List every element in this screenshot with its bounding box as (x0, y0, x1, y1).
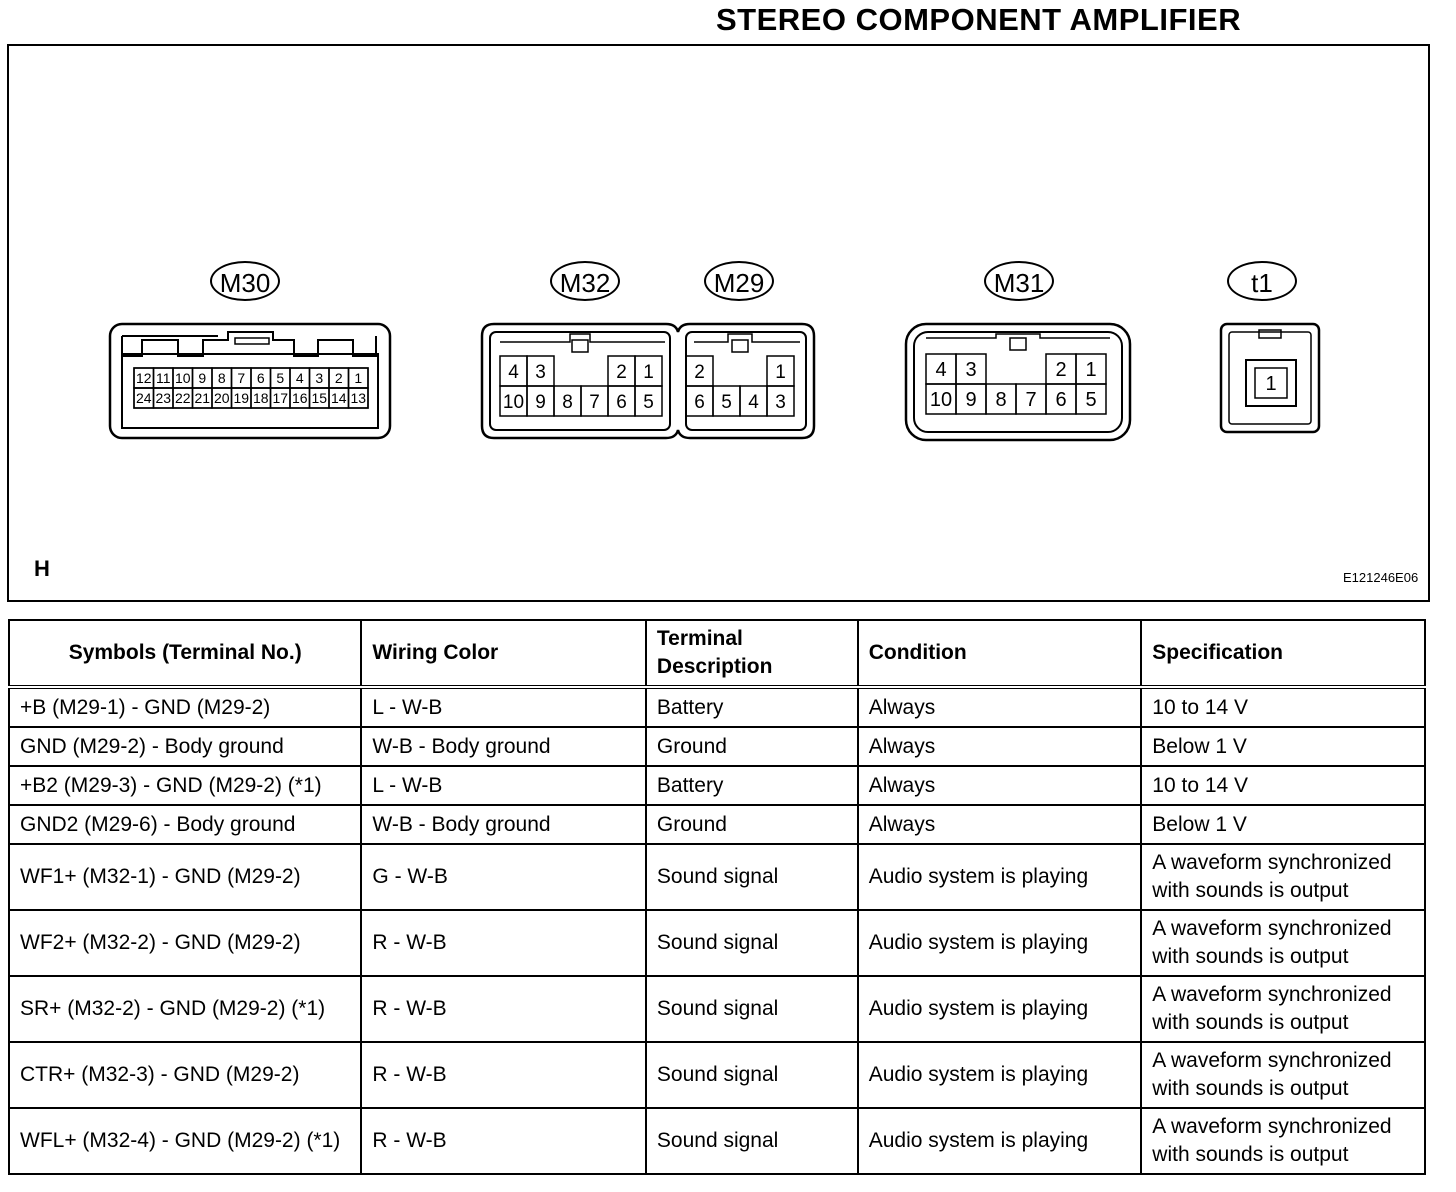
table-row (9, 976, 1425, 1042)
header-symbols: Symbols (Terminal No.) (9, 620, 361, 687)
m30-pin-19: 19 (233, 390, 250, 407)
cell-symbols: +B2 (M29-3) - GND (M29-2) (*1) (9, 766, 361, 805)
table-row (9, 687, 1425, 727)
cell-symbols: GND2 (M29-6) - Body ground (9, 805, 361, 844)
cell-symbols: SR+ (M32-2) - GND (M29-2) (*1) (9, 976, 361, 1042)
m30-pin-13: 13 (350, 390, 367, 407)
m30-pin-10: 10 (174, 370, 191, 387)
table-row (9, 910, 1425, 976)
connector-label-m30: M30 (210, 261, 280, 301)
m30-pin-20: 20 (213, 390, 230, 407)
m29-pin-2: 2 (694, 361, 705, 383)
cell-terminal-description: Battery (646, 766, 858, 805)
cell-wiring-color: W-B - Body ground (361, 727, 646, 766)
m29-pin-6: 6 (694, 391, 705, 413)
table-row (9, 727, 1425, 766)
m31-pin-1: 1 (1085, 359, 1097, 382)
figure-code: E121246E06 (1343, 570, 1419, 585)
m32-pin-4: 4 (508, 361, 519, 383)
terminal-spec-table (8, 619, 1426, 1175)
table-row (9, 805, 1425, 844)
page-title: STEREO COMPONENT AMPLIFIER (716, 2, 1242, 37)
header-specification: Specification (1141, 620, 1425, 687)
m31-pin-9: 9 (965, 389, 977, 412)
m32-pin-7: 7 (589, 391, 600, 413)
m30-pin-11: 11 (155, 370, 171, 387)
cell-specification: Below 1 V (1141, 805, 1425, 844)
cell-condition: Audio system is playing (858, 1108, 1142, 1174)
m29-pin-3: 3 (775, 391, 786, 413)
m31-pin-3: 3 (965, 359, 977, 382)
cell-specification: A waveform synchronized with sounds is output (1141, 976, 1425, 1042)
m30-pin-9: 9 (198, 370, 207, 387)
m30-pin-4: 4 (295, 370, 304, 387)
cell-wiring-color: L - W-B (361, 766, 646, 805)
m31-pin-7: 7 (1025, 389, 1037, 412)
connector-label-m29: M29 (704, 261, 774, 301)
cell-wiring-color: R - W-B (361, 1042, 646, 1108)
m30-pin-17: 17 (272, 390, 289, 407)
connector-label-t1: t1 (1227, 261, 1297, 301)
table-row (9, 844, 1425, 910)
t1-pin-1: 1 (1265, 373, 1277, 395)
cell-terminal-description: Sound signal (646, 844, 858, 910)
cell-terminal-description: Ground (646, 727, 858, 766)
cell-symbols: CTR+ (M32-3) - GND (M29-2) (9, 1042, 361, 1108)
cell-symbols: GND (M29-2) - Body ground (9, 727, 361, 766)
m30-pin-18: 18 (252, 390, 269, 407)
cell-condition: Audio system is playing (858, 976, 1142, 1042)
m30-pin-23: 23 (155, 390, 172, 407)
cell-terminal-description: Sound signal (646, 1042, 858, 1108)
m29-pin-4: 4 (748, 391, 759, 413)
cell-wiring-color: W-B - Body ground (361, 805, 646, 844)
m30-pin-14: 14 (330, 390, 347, 407)
table-row (9, 766, 1425, 805)
m32-pin-1: 1 (643, 361, 654, 383)
cell-condition: Audio system is playing (858, 1042, 1142, 1108)
m32-pin-2: 2 (616, 361, 627, 383)
cell-specification: 10 to 14 V (1141, 687, 1425, 727)
m30-pin-7: 7 (237, 370, 246, 387)
m30-pin-24: 24 (135, 390, 152, 407)
header-wiring-color: Wiring Color (361, 620, 646, 687)
m29-pin-1: 1 (775, 361, 786, 383)
cell-condition: Always (858, 687, 1142, 727)
table-row (9, 1042, 1425, 1108)
m31-pin-6: 6 (1055, 389, 1067, 412)
connector-m32-m29-housing (480, 322, 818, 440)
m32-pin-3: 3 (535, 361, 546, 383)
connector-label-m32: M32 (550, 261, 620, 301)
cell-specification: A waveform synchronized with sounds is output (1141, 1042, 1425, 1108)
cell-specification: A waveform synchronized with sounds is output (1141, 844, 1425, 910)
cell-symbols: WF1+ (M32-1) - GND (M29-2) (9, 844, 361, 910)
m30-pin-6: 6 (256, 370, 265, 387)
cell-specification: 10 to 14 V (1141, 766, 1425, 805)
cell-condition: Always (858, 805, 1142, 844)
m29-pin-5: 5 (721, 391, 732, 413)
m30-pin-16: 16 (291, 390, 308, 407)
m32-pin-8: 8 (562, 391, 573, 413)
cell-specification: Below 1 V (1141, 727, 1425, 766)
m31-pin-8: 8 (995, 389, 1007, 412)
table-header-row (9, 620, 1425, 687)
m31-pin-4: 4 (935, 359, 947, 382)
header-condition: Condition (858, 620, 1142, 687)
m31-pin-5: 5 (1085, 389, 1097, 412)
m31-pin-10: 10 (929, 389, 953, 412)
cell-terminal-description: Sound signal (646, 976, 858, 1042)
m30-pin-22: 22 (174, 390, 191, 407)
cell-wiring-color: G - W-B (361, 844, 646, 910)
cell-condition: Audio system is playing (858, 910, 1142, 976)
m30-pin-1: 1 (354, 370, 363, 387)
m32-pin-10: 10 (502, 391, 525, 413)
m30-pin-2: 2 (334, 370, 343, 387)
cell-specification: A waveform synchronized with sounds is output (1141, 910, 1425, 976)
header-terminal-description: Terminal Description (646, 620, 858, 687)
connector-t1 (1219, 322, 1321, 434)
m31-pin-2: 2 (1055, 359, 1067, 382)
cell-condition: Audio system is playing (858, 844, 1142, 910)
cell-wiring-color: R - W-B (361, 910, 646, 976)
m30-pin-21: 21 (194, 390, 211, 407)
cell-terminal-description: Battery (646, 687, 858, 727)
m30-pin-15: 15 (311, 390, 328, 407)
connector-label-m31: M31 (984, 261, 1054, 301)
m30-pin-8: 8 (217, 370, 226, 387)
m32-pin-9: 9 (535, 391, 546, 413)
cell-condition: Always (858, 766, 1142, 805)
m30-pin-12: 12 (135, 370, 152, 387)
connector-m30 (108, 322, 392, 440)
m30-pin-5: 5 (276, 370, 285, 387)
table-row (9, 1108, 1425, 1174)
cell-wiring-color: R - W-B (361, 976, 646, 1042)
cell-terminal-description: Sound signal (646, 1108, 858, 1174)
m32-pin-5: 5 (643, 391, 654, 413)
cell-symbols: +B (M29-1) - GND (M29-2) (9, 687, 361, 727)
m32-pin-6: 6 (616, 391, 627, 413)
cell-wiring-color: R - W-B (361, 1108, 646, 1174)
cell-condition: Always (858, 727, 1142, 766)
cell-symbols: WF2+ (M32-2) - GND (M29-2) (9, 910, 361, 976)
sheet-letter: H (34, 556, 50, 581)
connector-m31 (904, 322, 1132, 442)
cell-terminal-description: Ground (646, 805, 858, 844)
cell-specification: A waveform synchronized with sounds is output (1141, 1108, 1425, 1174)
cell-symbols: WFL+ (M32-4) - GND (M29-2) (*1) (9, 1108, 361, 1174)
cell-wiring-color: L - W-B (361, 687, 646, 727)
m30-pin-3: 3 (315, 370, 324, 387)
cell-terminal-description: Sound signal (646, 910, 858, 976)
